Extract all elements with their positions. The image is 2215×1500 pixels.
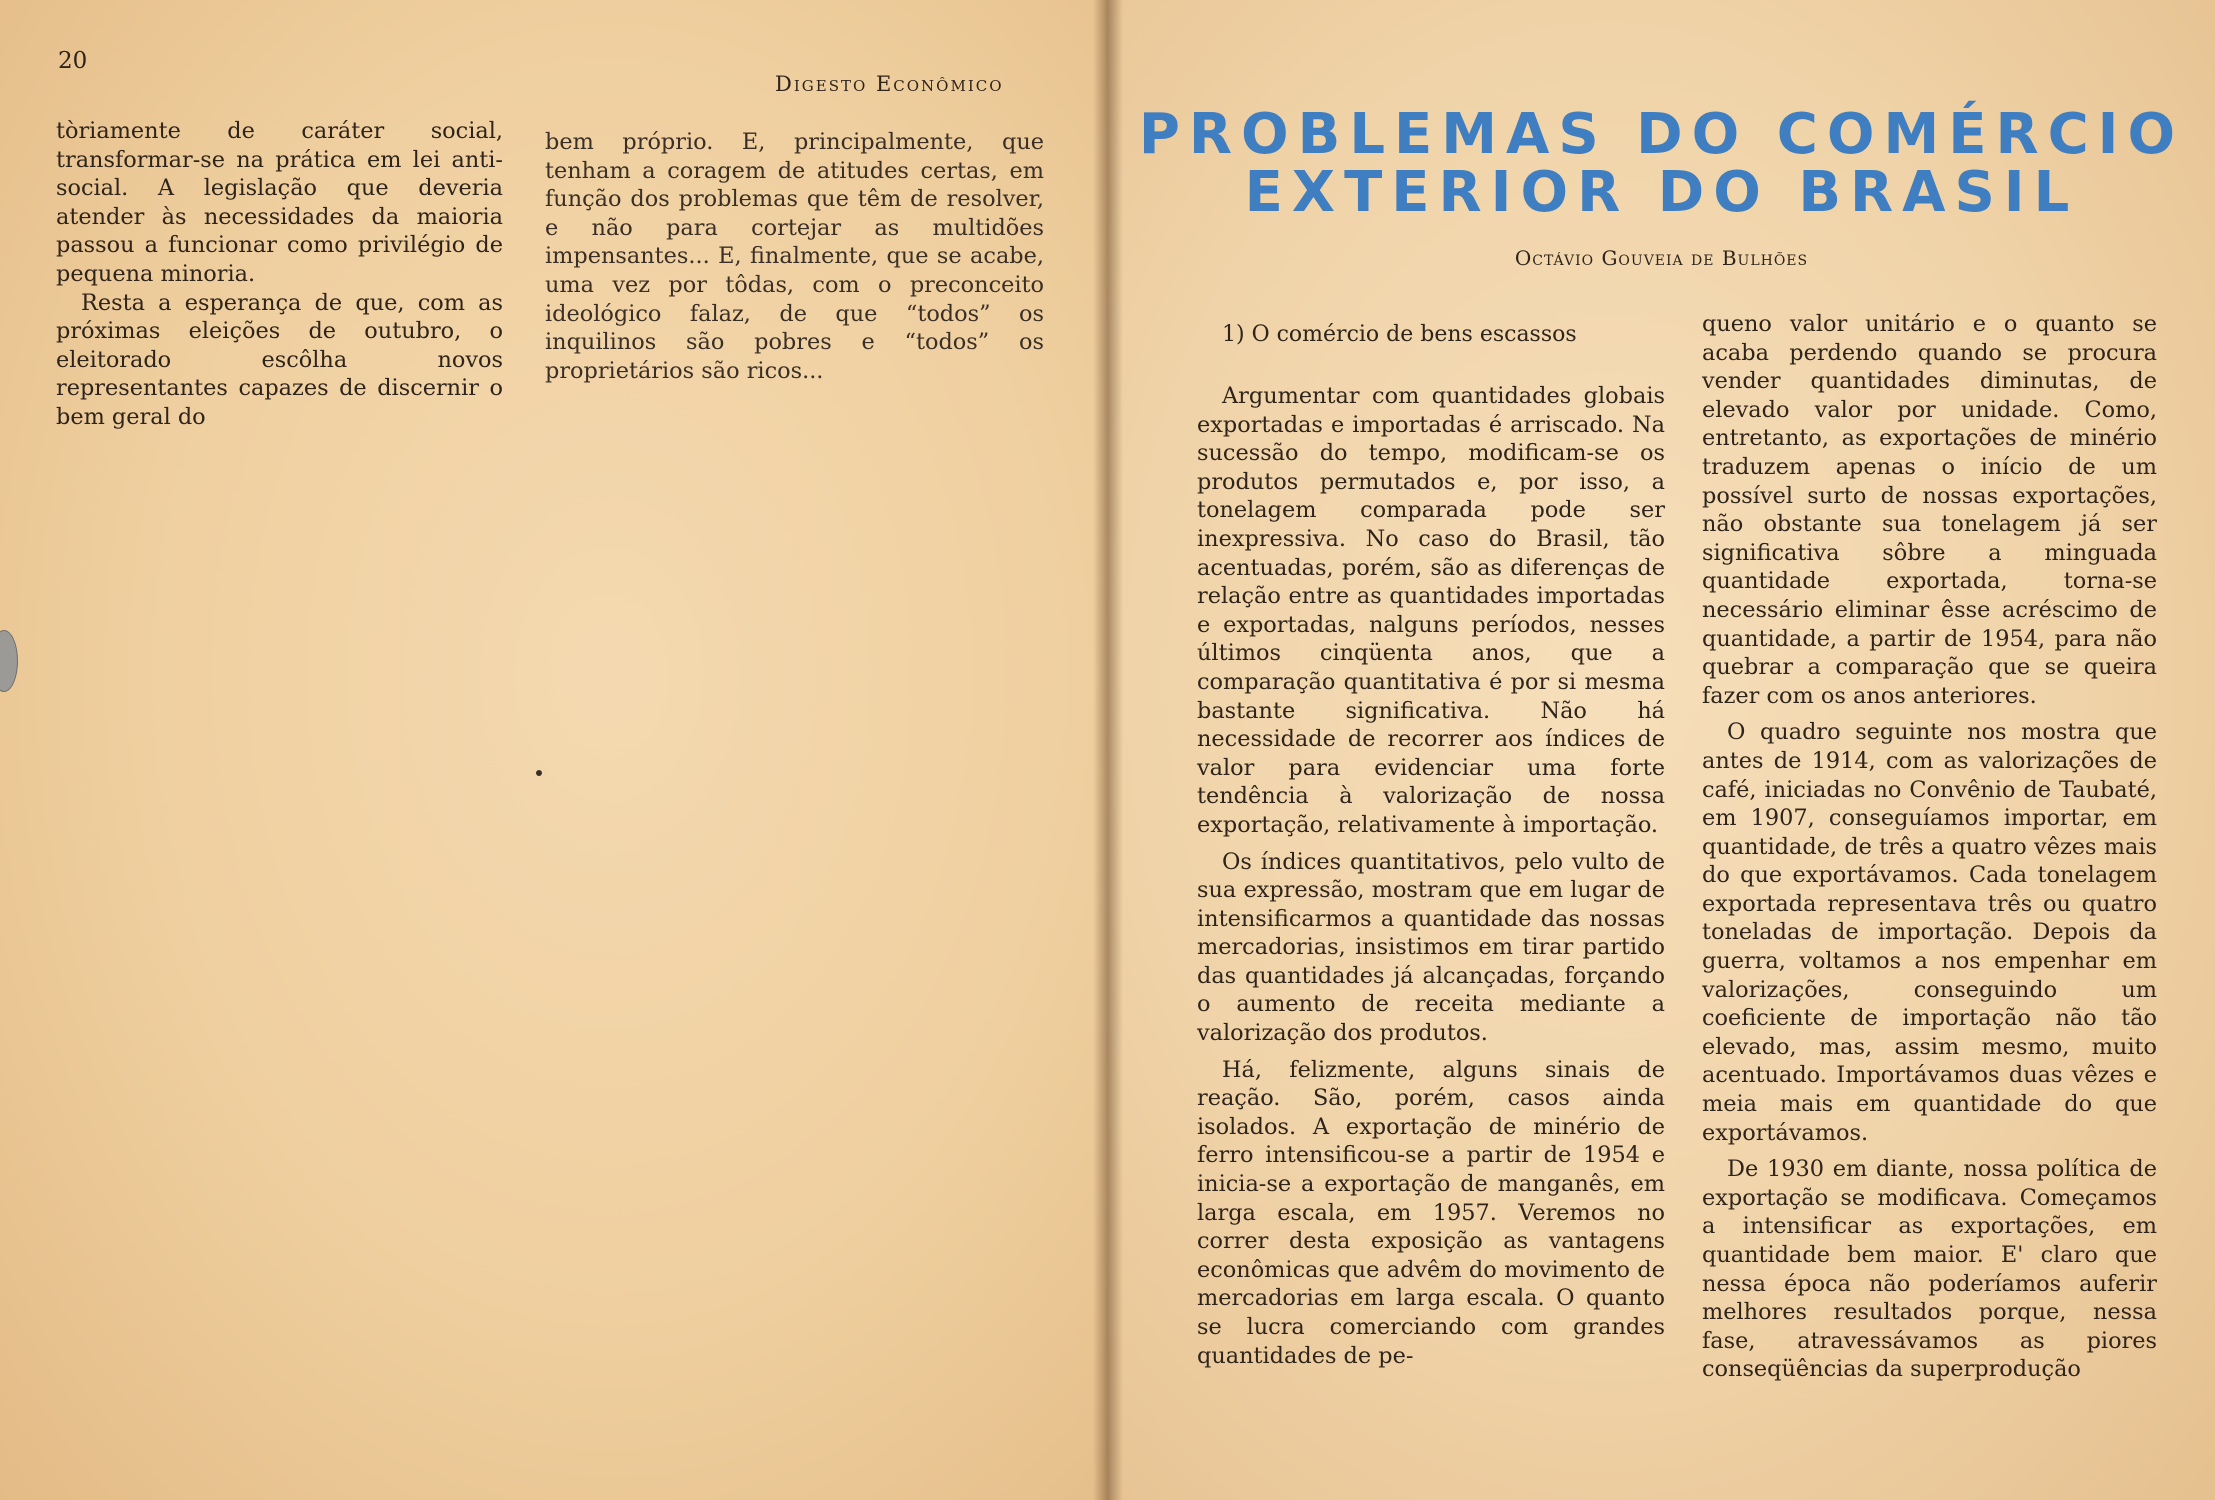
paragraph: bem próprio. E, principalmente, que tenham a coragem de atitudes certas, em função dos problemas que têm de resolver, e não para cortejar as multidões impensantes... E, finalmente, que se acabe, uma vez por tôdas, com o preconceito ideológico falaz, de que “todos” os inquilinos são pobres e “todos” os proprietários são ricos... (545, 129, 1044, 384)
paragraph: Há, felizmente, alguns sinais de reação. São, porém, casos ainda isolados. A exportação de minério de ferro intensificou-se a partir de 1954 e inicia-se a exportação de manganês, em larga escala, em 1957. Veremos no correr desta exposição as vantagens econômicas que advêm do movimento de mercadorias em larga escala. O quanto se lucra comerciando com grandes quantidades de pe- (1197, 1056, 1665, 1369)
running-head: Digesto Econômico (775, 72, 1004, 96)
paragraph: De 1930 em diante, nossa política de exportação se modificava. Começamos a intensificar as exportações, em quantidade bem maior. E' claro que nessa época não poderíamos auferir melhores resultados porque, nessa fase, atravessávamos as piores conseqüências da superprodução (1702, 1156, 2157, 1383)
title-line-2: EXTERIOR DO BRASIL (1244, 160, 2079, 225)
paragraph: Os índices quantitativos, pelo vulto de sua expressão, mostram que em lugar de intensificarmos a quantidade das nossas mercadorias, insistimos em tirar partido das quantidades já alcançadas, forçando o aumento de receita mediante a valorização dos produtos. (1197, 848, 1665, 1047)
paragraph: O quadro seguinte nos mostra que antes de 1914, com as valorizações de café, iniciadas no Convênio de Taubaté, em 1907, conseguíamos importar, em quantidade, de três a quatro vêzes mais do que exportávamos. Cada tonelagem exportada representava três ou quatro toneladas de importação. Depois da guerra, voltamos a nos empenhar em valorizações, conseguindo um coeficiente de importação não tão elevado, mas, assim mesmo, muito acentuado. Importávamos duas vêzes e meia mais em quantidade do que exportávamos. (1702, 719, 2157, 1146)
paragraph: tòriamente de caráter social, transformar-se na prática em lei anti-social. A legislação que deveria atender às necessidades da maioria passou a funcionar como privilégio de pequena minoria. (56, 118, 503, 287)
ink-speck (536, 770, 542, 776)
right-column-2 (1702, 310, 2157, 1384)
left-column-2 (545, 128, 1044, 385)
paragraph: Resta a esperança de que, com as próximas eleições de outubro, o eleitorado escôlha novos representantes capazes de discernir o bem geral do (56, 289, 503, 430)
article-author: Octávio Gouveia de Bulhões (1514, 246, 1809, 270)
right-column-1 (1197, 382, 1665, 1370)
article-title (1108, 102, 2215, 225)
binding-hole (0, 630, 18, 692)
title-line-1: PROBLEMAS DO COMÉRCIO (1138, 102, 2185, 167)
section-heading: 1) O comércio de bens escassos (1222, 322, 1577, 347)
paragraph: queno valor unitário e o quanto se acaba perdendo quando se procura vender quantidades diminutas, de elevado valor por unidade. Como, entretanto, as exportações de minério traduzem apenas o início de um possível surto de nossas exportações, não obstante sua tonelagem já ser significativa sôbre a minguada quantidade exportada, torna-se necessário eliminar êsse acréscimo de quantidade, a partir de 1954, para não quebrar a comparação que se queira fazer com os anos anteriores. (1702, 311, 2157, 709)
book-gutter (1093, 0, 1123, 1500)
page-number: 20 (58, 48, 88, 74)
paragraph: Argumentar com quantidades globais exportadas e importadas é arriscado. Na sucessão do tempo, modificam-se os produtos permutados e, por isso, a tonelagem comparada pode ser inexpressiva. No caso do Brasil, tão acentuadas, porém, são as diferenças de relação entre as quantidades importadas e exportadas, nalguns períodos, nesses últimos cinqüenta anos, que a comparação quantitativa é por si mesma bastante significativa. Não há necessidade de recorrer aos índices de valor para evidenciar uma forte tendência à valorização de nossa exportação, relativamente à importação. (1197, 383, 1665, 838)
left-column-1 (56, 117, 503, 432)
